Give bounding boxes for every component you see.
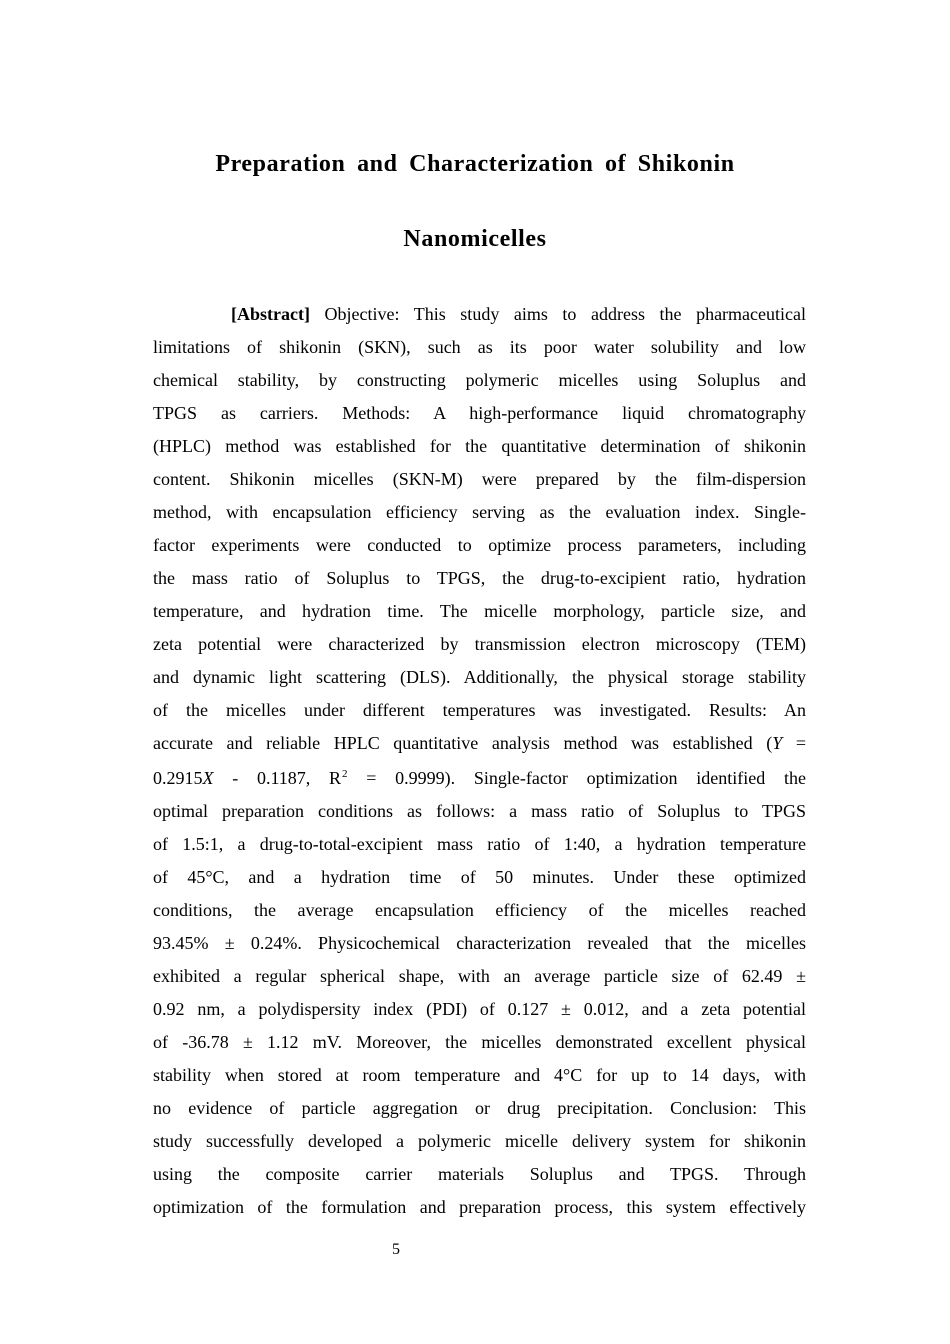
abstract-line: factor experiments were conducted to optimize process parameters, including	[153, 535, 806, 555]
abstract-line-text: accurate and reliable HPLC quantitative analysis method was established (	[153, 733, 773, 753]
abstract-line: limitations of shikonin (SKN), such as its poor water solubility and low	[153, 337, 806, 357]
regression-equation-line	[153, 760, 806, 795]
abstract-line: study successfully developed a polymeric micelle delivery system for shikonin	[153, 1131, 806, 1151]
abstract-line: using the composite carrier materials Soluplus and TPGS. Through	[153, 1164, 806, 1184]
abstract-line: chemical stability, by constructing polymeric micelles using Soluplus and	[153, 370, 806, 390]
abstract-line: no evidence of particle aggregation or drug precipitation. Conclusion: This	[153, 1098, 806, 1118]
abstract-line: (HPLC) method was established for the quantitative determination of shikonin	[153, 436, 806, 456]
paper-title-line-2: Nanomicelles	[403, 226, 547, 252]
abstract-line	[153, 298, 806, 331]
abstract-line: method, with encapsulation efficiency serving as the evaluation index. Single-	[153, 502, 806, 522]
abstract-body	[153, 298, 806, 1224]
abstract-line-text: Objective: This study aims to address the pharmaceutical	[324, 304, 806, 324]
abstract-line: of -36.78 ± 1.12 mV. Moreover, the micelles demonstrated excellent physical	[153, 1032, 806, 1052]
abstract-line: of 45°C, and a hydration time of 50 minutes. Under these optimized	[153, 867, 806, 887]
abstract-line: exhibited a regular spherical shape, with an average particle size of 62.49 ±	[153, 966, 806, 986]
abstract-line: 0.92 nm, a polydispersity index (PDI) of 0.127 ± 0.012, and a zeta potential	[153, 999, 806, 1019]
equation-equals: =	[782, 733, 806, 753]
abstract-line: temperature, and hydration time. The micelle morphology, particle size, and	[153, 601, 806, 621]
abstract-line: optimal preparation conditions as follows: a mass ratio of Soluplus to TPGS	[153, 801, 806, 821]
abstract-line: content. Shikonin micelles (SKN-M) were prepared by the film-dispersion	[153, 469, 806, 489]
equation-r-squared: = 0.9999). Single-factor optimization identified the	[347, 768, 806, 788]
page-number: 5	[392, 1241, 400, 1258]
abstract-line: conditions, the average encapsulation efficiency of the micelles reached	[153, 900, 806, 920]
equation-superscript: 2	[342, 768, 348, 780]
equation-intercept-r: - 0.1187, R	[213, 768, 342, 788]
abstract-line: of 1.5:1, a drug-to-total-excipient mass ratio of 1:40, a hydration temperature	[153, 834, 806, 854]
abstract-line	[153, 727, 806, 760]
equation-x-variable: X	[202, 768, 214, 788]
abstract-line: and dynamic light scattering (DLS). Additionally, the physical storage stability	[153, 667, 806, 687]
paper-title-line-1: Preparation and Characterization of Shikonin	[215, 151, 735, 177]
abstract-line: stability when stored at room temperature and 4°C for up to 14 days, with	[153, 1065, 806, 1085]
abstract-line: of the micelles under different temperatures was investigated. Results: An	[153, 700, 806, 720]
abstract-line: zeta potential were characterized by transmission electron microscopy (TEM)	[153, 634, 806, 654]
abstract-line: the mass ratio of Soluplus to TPGS, the drug-to-excipient ratio, hydration	[153, 568, 806, 588]
abstract-line: TPGS as carriers. Methods: A high-performance liquid chromatography	[153, 403, 806, 423]
abstract-line: 93.45% ± 0.24%. Physicochemical characterization revealed that the micelles	[153, 933, 806, 953]
equation-y-variable: Y	[772, 733, 783, 753]
abstract-label: [Abstract]	[231, 304, 310, 324]
equation-slope: 0.2915	[153, 768, 203, 788]
abstract-line: optimization of the formulation and preparation process, this system effectively	[153, 1197, 806, 1217]
